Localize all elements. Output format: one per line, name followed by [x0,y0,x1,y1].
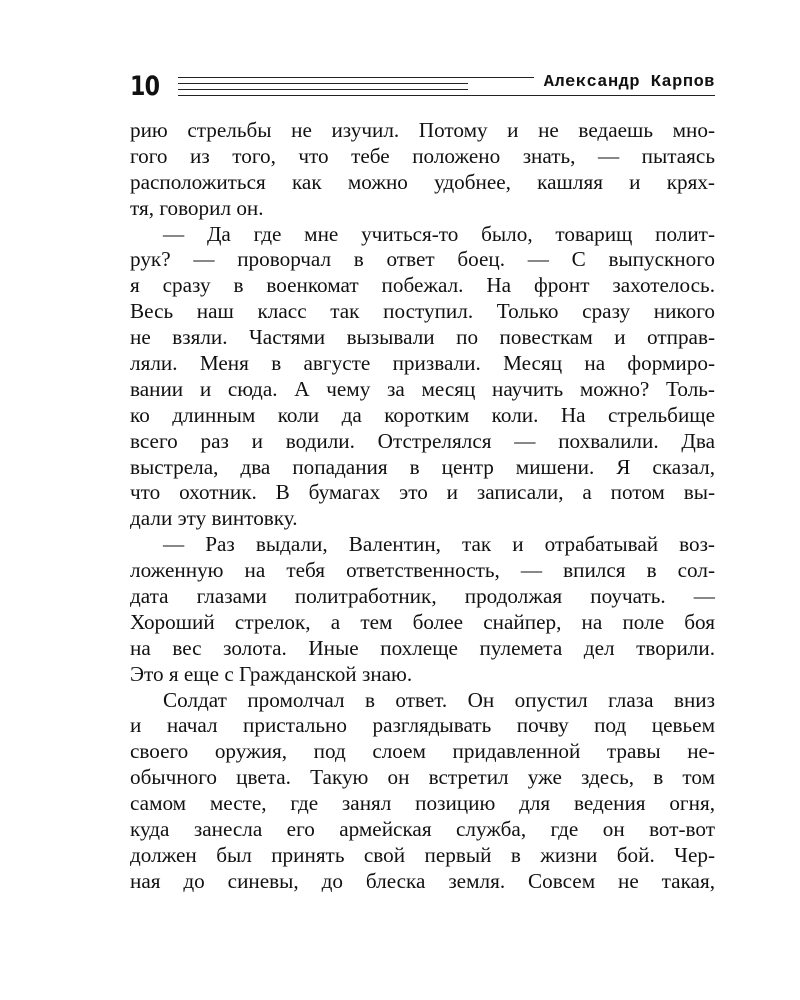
text-line: своего оружия, под слоем придавленной травы не- [130,739,715,764]
running-header [130,70,715,104]
text-line: Это я еще с Гражданской знаю. [130,661,413,686]
text-line: выстрела, два попадания в центр мишени. Я сказал, [130,454,715,479]
text-line: на вес золота. Иные похлеще пулемета дел творили. [130,635,715,660]
text-line: тя, говорил он. [130,195,264,220]
text-line: ложенную на тебя ответственность, — впился в сол- [130,558,715,583]
text-line: — Раз выдали, Валентин, так и отрабатывай воз- [163,532,715,557]
text-line: Хороший стрелок, а тем более снайпер, на поле боя [130,609,715,634]
text-line: дали эту винтовку. [130,506,298,531]
author-name: Александр Карпов [534,71,715,95]
text-line: — Да где мне учиться-то было, товарищ полит- [163,221,715,246]
text-line: расположиться как можно удобнее, кашляя и крях- [130,169,715,194]
text-line: должен был принять свой первый в жизни бой. Чер- [130,842,715,867]
text-line: обычного цвета. Такую он встретил уже здесь, в том [130,765,715,790]
text-line: всего раз и водили. Отстрелялся — похвалили. Два [130,428,715,453]
header-rule [178,95,715,96]
text-line: самом месте, где занял позицию для ведения огня, [130,791,715,816]
text-line: Весь наш класс так поступил. Только сразу никого [130,299,715,324]
text-line: ко длинным коли да коротким коли. На стрельбище [130,402,715,427]
text-line: рук? — проворчал в ответ боец. — С выпускного [130,247,715,272]
text-line: что охотник. В бумагах это и записали, а потом вы- [130,480,715,505]
header-rule [178,89,468,90]
text-line: я сразу в военкомат побежал. На фронт захотелось. [130,273,715,298]
header-rule [178,83,468,84]
text-line: рию стрельбы не изучил. Потому и не ведаешь мно- [130,118,715,142]
text-line: и начал пристально разглядывать почву под цевьем [130,713,715,738]
text-line: куда занесла его армейская служба, где он вот-вот [130,817,715,842]
text-line: не взяли. Частями вызывали по повесткам и отправ- [130,325,715,350]
page-text [130,118,715,895]
text-line: вании и сюда. А чему за месяц научить можно? Толь- [130,376,715,401]
text-line: ная до синевы, до блеска земля. Совсем не такая, [130,868,715,893]
text-line: ляли. Меня в августе призвали. Месяц на формиро- [130,351,715,376]
text-line: дата глазами политработник, продолжая поучать. — [130,584,715,609]
text-line: гого из того, что тебе положено знать, — пытаясь [130,143,715,168]
text-line: Солдат промолчал в ответ. Он опустил глаза вниз [163,687,715,712]
page-number: 10 [130,71,160,102]
